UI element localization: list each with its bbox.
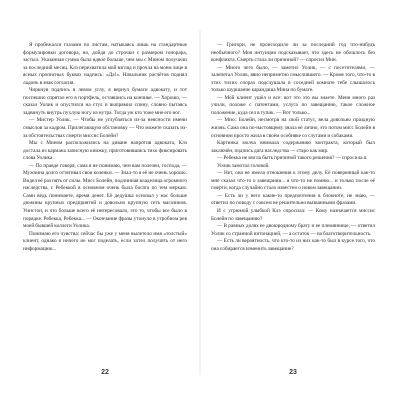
left-paragraph: Понимаю его чувства: сейчас бы уже у меня вылетело имя «толстый» клиент, однако я ничего не мог поделать, если хотел получить от него информацию... bbox=[23, 230, 187, 252]
right-page-number: 23 bbox=[289, 369, 297, 376]
right-paragraph: — Ребекка не могла быть причиной такого решения? — спросила я. bbox=[217, 155, 368, 162]
right-paragraph: Уолик замотал головой. bbox=[217, 162, 270, 169]
right-paragraph: — Мисс Болейн, несмотря на свой статус, вела довольно праздную жизнь. Сама она по-настоящему знала её лично, это потом мисс Болейн в основном просто жила в своём особняке со слугами и собаками. bbox=[211, 117, 375, 139]
left-page bbox=[23, 42, 187, 387]
right-paragraph: — Много чего было, — заметил Уолик, — с посетителями, — залепетал Уолик, явно неприметно смыслившего. — Кроме того, что-то в этих тихих спорах подслушала в соседней комнате тебе слышалось только шуршание карандаша Мина по бумаге. bbox=[211, 64, 375, 94]
left-paragraph: — Мистер Уолик. — Чтобы не углубляться из-за неясности имени смыслов за кадром. Прилегающую обстановку — Что можете сказать из-за обстоятельствах смерти миссис Болейн? bbox=[23, 117, 187, 139]
right-paragraph: И с угрюмой улыбкой Клэ спросила: — Кому назначается миссис Болейн по завещанию? bbox=[211, 208, 375, 222]
right-paragraph: Картинка молча внимала содержанию контракта, который был заключён, подпись дата наследства — старо как мир. bbox=[211, 140, 375, 154]
right-page bbox=[211, 42, 375, 387]
left-paragraph: — По правде говоря, сама я не понимаю, чем вам полезен, господа, — Мужчина долго оттягивал свои коленки. — Знал-то я её не очень хорошо. Видел её раз пять от силы. Мисс Болейн, подлинная владелица огромного наследства, с Ребеккой в основном очень была богата по тем меркам. Сами ведь понимаете, время денег. Её дедушка основал у нас больше дюжины крупных предприятий и довольно крупную сеть магазинов. Уинстон, и что больше всего её интересовало, это то, чтобы все было в порядке. Ребекка, Ребекка... — Окончание фразы утонуло в утробном рев моей бывшей коллеги Уолика. bbox=[23, 162, 187, 230]
left-paragraph: Мы с Мином расположились на диване напротив адвоката, Клэ достала из кармана записную книжку, приготовившись тихо фиксировать слова Уолика. bbox=[23, 140, 187, 162]
left-paragraph: Чиркнув подпись в левом углу, я вернул бумаги адвокату, и тот поспешно спрятал его в портфель, оставшись на кончике. — Хорошо, — сказал Уолик и опустился на стул и выпрямил спину, словно пытаясь задвинуть внутрь пухлую ногу из нутра. Тогда уж кто тоже мне его ног. bbox=[23, 87, 187, 116]
left-paragraph: Я пробежался глазами по листам, натыкаясь лишь на стандартные формулировки договора, но, дойдя до строчки с размером гонорара, застыл. Указанная сумма была вдвое больше, чем мы с Мином получили за последний месяц. Клэ перехватила мой взгляд и прочла на моем лице в ясных прописных буквах надпись: «Да!». Начальник расчётов поднял ладонь в знак согласия. bbox=[23, 42, 187, 86]
right-paragraph: — В равных долях ее двоюродному брату и ее племяннице, — ответил Уолик со странной интонацией, — а остаток — на благотворительность. bbox=[211, 223, 375, 237]
left-page-number: 22 bbox=[101, 369, 109, 376]
right-page-body bbox=[211, 42, 375, 360]
right-paragraph: — Нет, она не имела отношения к этому делу. Её поверенный как-то мне сказал что-то о завещании... я что-то не помню... и только после её смерти, когда случайно стало известно о новом завещании. bbox=[211, 170, 375, 192]
right-paragraph: — Есть ли у него какие-то предпочтения в блокноте, не знаю, — ответил по поводу с совсем не решительно вызванными фразами. bbox=[211, 192, 375, 207]
right-paragraph: — Мой клиент ушёл и все: вот это это вы знаете. Меня много раз учили, похоже с патентами, услуга по завещанию, такое сложное положение, куда сел в тупик. — Вот только... bbox=[211, 94, 375, 116]
right-paragraph: — Есть ли вероятность, что кто-то из них как-то был в курсе того, что она собирается изменить завещание? bbox=[211, 238, 375, 252]
book-gutter bbox=[199, 30, 201, 375]
right-paragraph: — Григори, не происходило ли за последний год что-нибудь необычного? Моя интуиция подсказывает, что здесь не обошлось без конфликта. Смерть стала ли причиной? — спросил Мин. bbox=[211, 42, 375, 64]
left-page-body bbox=[23, 42, 187, 360]
